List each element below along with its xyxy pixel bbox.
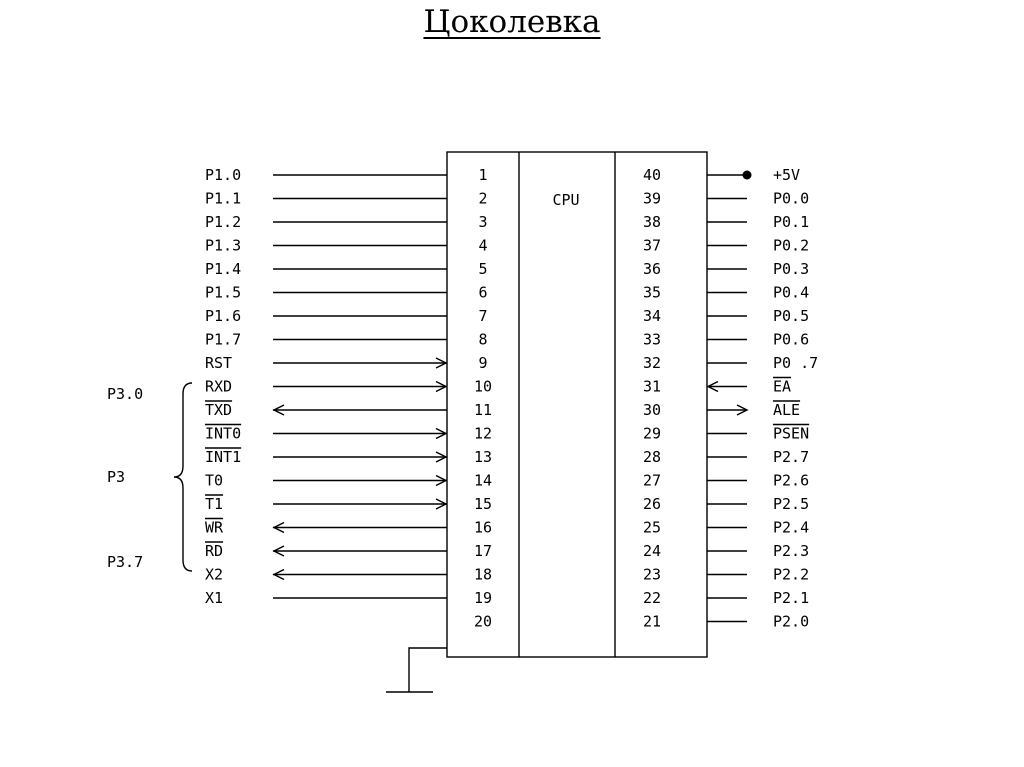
pin-3 — [205, 213, 488, 231]
pin-30 — [643, 401, 800, 419]
signal-name: P1.0 — [205, 166, 242, 184]
pin-22 — [643, 589, 809, 607]
pin-number: 6 — [478, 283, 488, 302]
pin-19 — [205, 589, 492, 607]
signal-name: WR — [205, 518, 224, 537]
ground-wire — [409, 648, 447, 692]
signal-name: X2 — [205, 565, 224, 584]
pin-21 — [643, 613, 809, 631]
pin-15 — [205, 495, 492, 513]
signal-name: P1.6 — [205, 307, 242, 325]
pin-number: 27 — [642, 471, 662, 490]
pin-number: 24 — [642, 542, 662, 560]
signal-name: X1 — [205, 589, 224, 607]
signal-name: T0 — [205, 471, 224, 490]
pin-5 — [205, 260, 488, 278]
signal-name: PSEN — [773, 424, 810, 443]
pin-18 — [205, 566, 492, 584]
pin-number: 17 — [473, 542, 493, 560]
pin-9 — [205, 354, 488, 372]
signal-name: RST — [205, 354, 233, 372]
signal-name: EA — [773, 377, 792, 396]
pin-number: 31 — [642, 377, 662, 396]
pin-13 — [205, 448, 492, 466]
pin-number: 7 — [478, 307, 488, 325]
pin-27 — [643, 472, 809, 490]
pin-4 — [205, 237, 488, 255]
pin-number: 29 — [642, 424, 662, 443]
pin-1 — [205, 166, 488, 184]
pin-number: 39 — [642, 189, 662, 208]
pin-17 — [205, 542, 492, 560]
signal-name: P2.4 — [773, 518, 810, 537]
pin-number: 34 — [642, 307, 662, 325]
pin-35 — [643, 284, 809, 302]
port3-top-label: P3.0 — [107, 385, 144, 403]
signal-name: P0.3 — [773, 260, 810, 278]
port3-bottom-label: P3.7 — [107, 553, 144, 571]
left-pins — [205, 166, 492, 631]
pin-number: 14 — [473, 471, 493, 490]
signal-name: INT0 — [205, 424, 242, 443]
pin-number: 35 — [642, 283, 662, 302]
pin-34 — [643, 307, 809, 325]
signal-name: INT1 — [205, 448, 242, 466]
signal-name: P2.5 — [773, 495, 810, 513]
signal-name: P0.1 — [773, 213, 810, 231]
signal-name: RXD — [205, 377, 233, 396]
port3-brace — [174, 383, 192, 571]
pin-number: 26 — [642, 495, 662, 513]
pin-26 — [643, 495, 809, 513]
pin-number: 23 — [642, 565, 662, 584]
signal-name: P1.7 — [205, 330, 242, 349]
pin-number: 33 — [642, 330, 662, 349]
pin-number: 13 — [473, 448, 493, 466]
pin-33 — [643, 331, 809, 349]
ground-symbol — [386, 648, 447, 692]
pin-number: 15 — [473, 495, 493, 513]
pin-38 — [643, 213, 809, 231]
signal-name: P2.2 — [773, 565, 810, 584]
pin-number: 36 — [642, 260, 662, 278]
pin-36 — [643, 260, 809, 278]
pin-6 — [205, 284, 488, 302]
pin-number: 1 — [478, 166, 488, 184]
pin-number: 2 — [478, 189, 488, 208]
pin-number: 28 — [642, 448, 662, 466]
pin-31 — [643, 378, 791, 396]
pin-number: 32 — [642, 354, 662, 372]
pin-number: 25 — [642, 518, 662, 537]
port3-group — [107, 383, 192, 571]
pin-number: 40 — [642, 166, 662, 184]
chip-label: CPU — [552, 191, 580, 209]
pin-39 — [643, 190, 809, 208]
pin-number: 8 — [478, 330, 488, 349]
signal-name: P2.0 — [773, 612, 810, 631]
signal-name: P0.0 — [773, 189, 810, 208]
pin-32 — [643, 354, 818, 372]
pin-11 — [205, 401, 492, 419]
signal-name: P1.2 — [205, 213, 242, 231]
signal-name: P0.6 — [773, 330, 810, 349]
signal-name: P1.5 — [205, 283, 242, 302]
pin-number: 5 — [478, 260, 488, 278]
pin-number: 37 — [642, 236, 662, 255]
signal-name: P1.4 — [205, 260, 242, 278]
pin-number: 22 — [642, 589, 662, 607]
pin-37 — [643, 237, 809, 255]
pin-14 — [205, 472, 492, 490]
pin-number: 21 — [642, 612, 662, 631]
pin-number: 9 — [478, 354, 488, 372]
junction-dot-icon — [743, 171, 752, 180]
pin-2 — [205, 190, 488, 208]
signal-name: TXD — [205, 401, 233, 419]
pin-40 — [643, 166, 800, 184]
signal-name: P2.7 — [773, 448, 810, 466]
signal-name: P0 .7 — [773, 354, 819, 372]
pin-number: 16 — [473, 518, 493, 537]
pin-24 — [643, 542, 809, 560]
pin-20 — [474, 613, 492, 631]
signal-name: P2.1 — [773, 589, 810, 607]
pin-number: 3 — [478, 213, 488, 231]
right-pins — [643, 166, 818, 631]
pin-number: 12 — [473, 424, 493, 443]
pin-number: 30 — [642, 401, 662, 419]
pin-12 — [205, 425, 492, 443]
signal-name: ALE — [773, 401, 801, 419]
pin-28 — [643, 448, 809, 466]
pin-number: 4 — [478, 236, 488, 255]
pin-8 — [205, 331, 488, 349]
signal-name: T1 — [205, 495, 224, 513]
signal-name: P0.4 — [773, 283, 810, 302]
signal-name: P2.6 — [773, 471, 810, 490]
pin-25 — [643, 519, 809, 537]
pin-number: 19 — [473, 589, 493, 607]
signal-name: RD — [205, 542, 224, 560]
port3-mid-label: P3 — [107, 468, 126, 486]
pin-16 — [205, 519, 492, 537]
signal-name: P0.5 — [773, 307, 810, 325]
pin-29 — [643, 425, 809, 443]
signal-name: P2.3 — [773, 542, 810, 560]
pin-number: 18 — [473, 565, 493, 584]
signal-name: P1.3 — [205, 236, 242, 255]
pin-number: 38 — [642, 213, 662, 231]
signal-name: P0.2 — [773, 236, 810, 255]
pin-number: 11 — [473, 401, 493, 419]
signal-name: +5V — [773, 166, 801, 184]
slide-title: Цоколевка — [423, 4, 601, 40]
pin-number: 20 — [473, 612, 493, 631]
pin-number: 10 — [473, 377, 493, 396]
pin-7 — [205, 307, 488, 325]
pin-23 — [643, 566, 809, 584]
signal-name: P1.1 — [205, 189, 242, 208]
pin-10 — [205, 378, 492, 396]
